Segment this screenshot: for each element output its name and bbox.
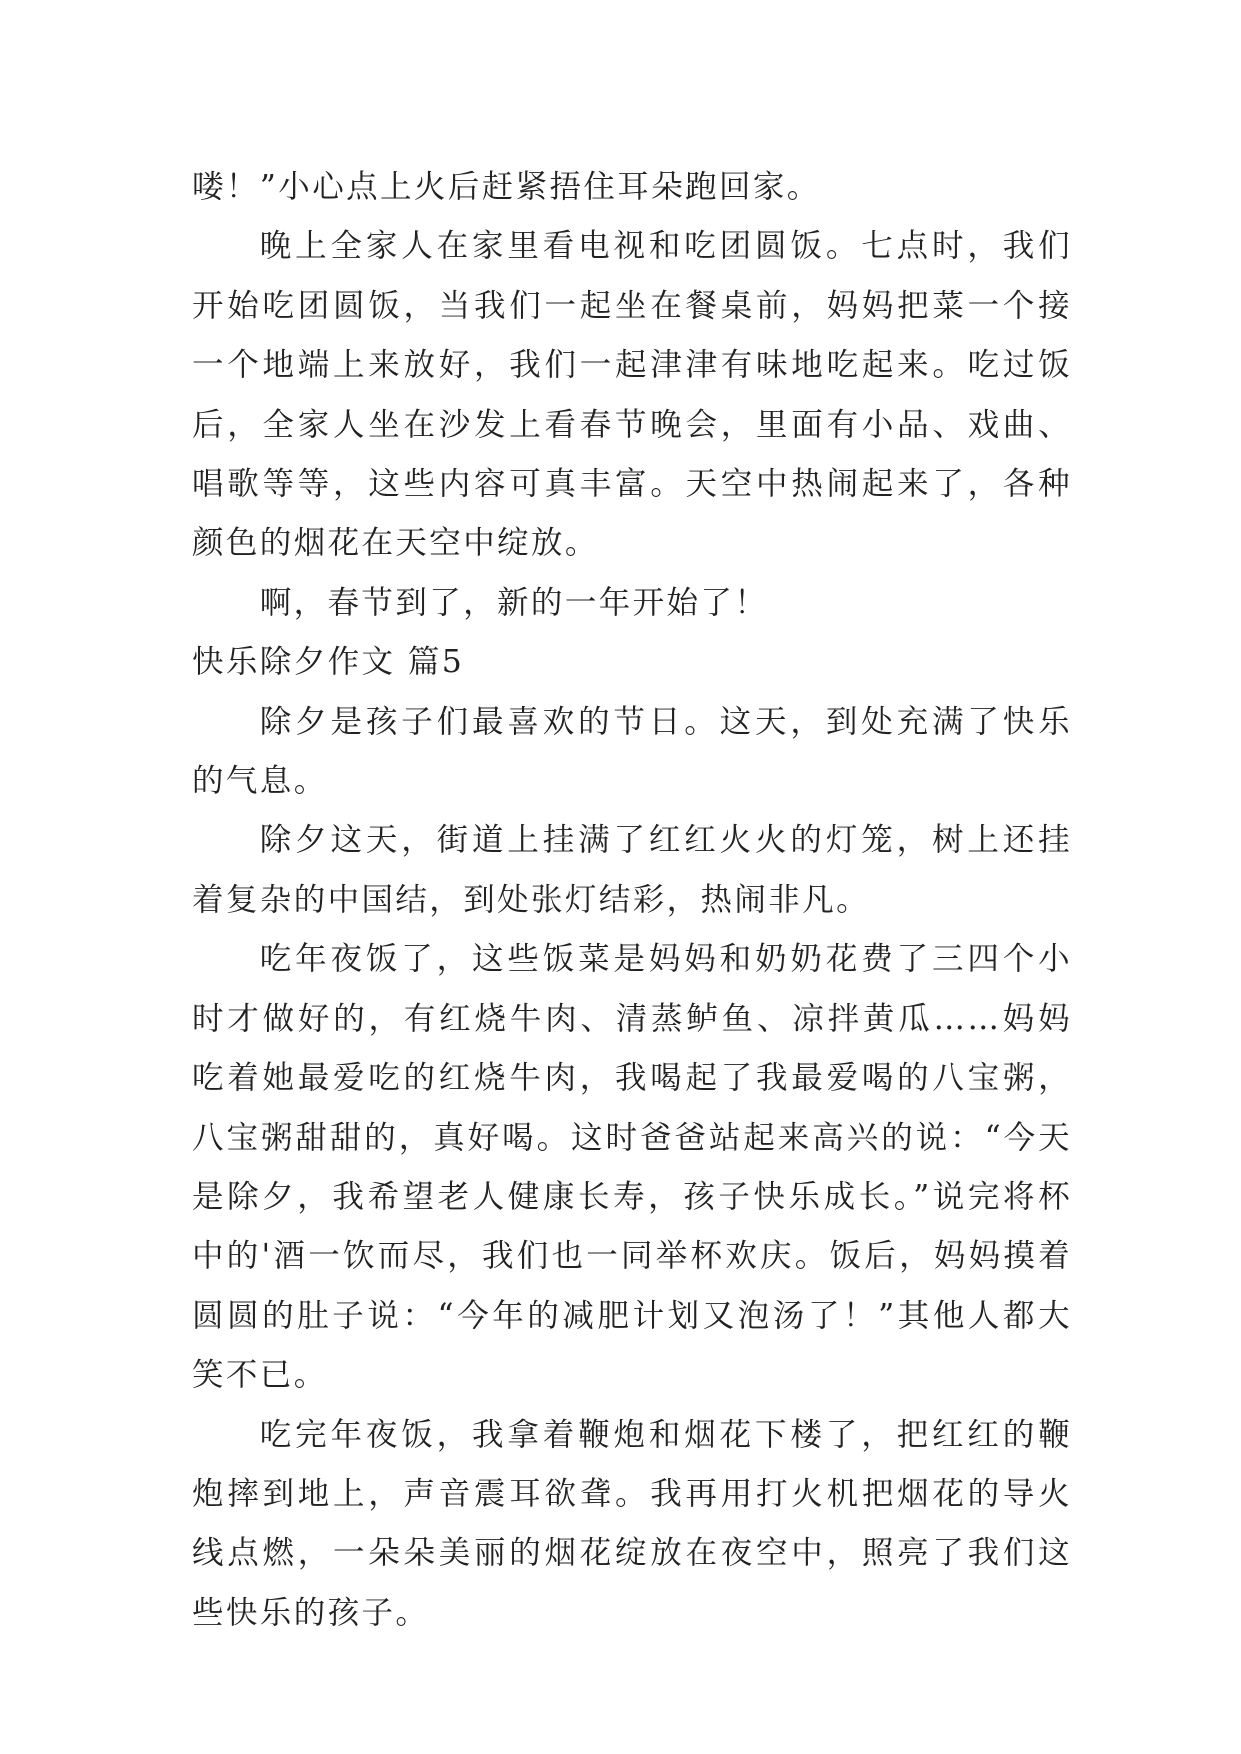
- paragraph-street: 除夕这天，街道上挂满了红红火火的灯笼，树上还挂着复杂的中国结，到处张灯结彩，热闹非凡。: [192, 822, 1072, 918]
- paragraph-new-year-dinner: 晚上全家人在家里看电视和吃团圆饭。七点时，我们开始吃团圆饭，当我们一起坐在餐桌前，妈妈把菜一个接一个地端上来放好，我们一起津津有味地吃起来。吃过饭后，全家人坐在沙发上看春节晚会，里面有小品、戏曲、唱歌等等，这些内容可真丰富。天空中热闹起来了，各种颜色的烟花在天空中绽放。: [192, 228, 1072, 562]
- paragraph-fireworks: 吃完年夜饭，我拿着鞭炮和烟花下楼了，把红红的鞭炮摔到地上，声音震耳欲聋。我再用打火机把烟花的导火线点燃，一朵朵美丽的烟花绽放在夜空中，照亮了我们这些快乐的孩子。: [192, 1416, 1072, 1631]
- paragraph-continuation: 喽！”小心点上火后赶紧捂住耳朵跑回家。: [192, 169, 821, 205]
- paragraph-dinner: 吃年夜饭了，这些饭菜是妈妈和奶奶花费了三四个小时才做好的，有红烧牛肉、清蒸鲈鱼、凉拌黄瓜……妈妈吃着她最爱吃的红烧牛肉，我喝起了我最爱喝的八宝粥，八宝粥甜甜的，真好喝。这时爸爸站起来高兴的说：“今天是除夕，我希望老人健康长寿，孩子快乐成长。”说完将杯中的'酒一饮而尽，我们也一同举杯欢庆。饭后，妈妈摸着圆圆的肚子说：“今年的减肥计划又泡汤了！”其他人都大笑不已。: [192, 941, 1072, 1394]
- paragraph-intro: 除夕是孩子们最喜欢的节日。这天，到处充满了快乐的气息。: [192, 703, 1072, 800]
- section-heading: 快乐除夕作文 篇5: [192, 644, 465, 681]
- paragraph-spring-festival: 啊，春节到了，新的一年开始了！: [259, 584, 769, 621]
- document-page: [192, 158, 1072, 1643]
